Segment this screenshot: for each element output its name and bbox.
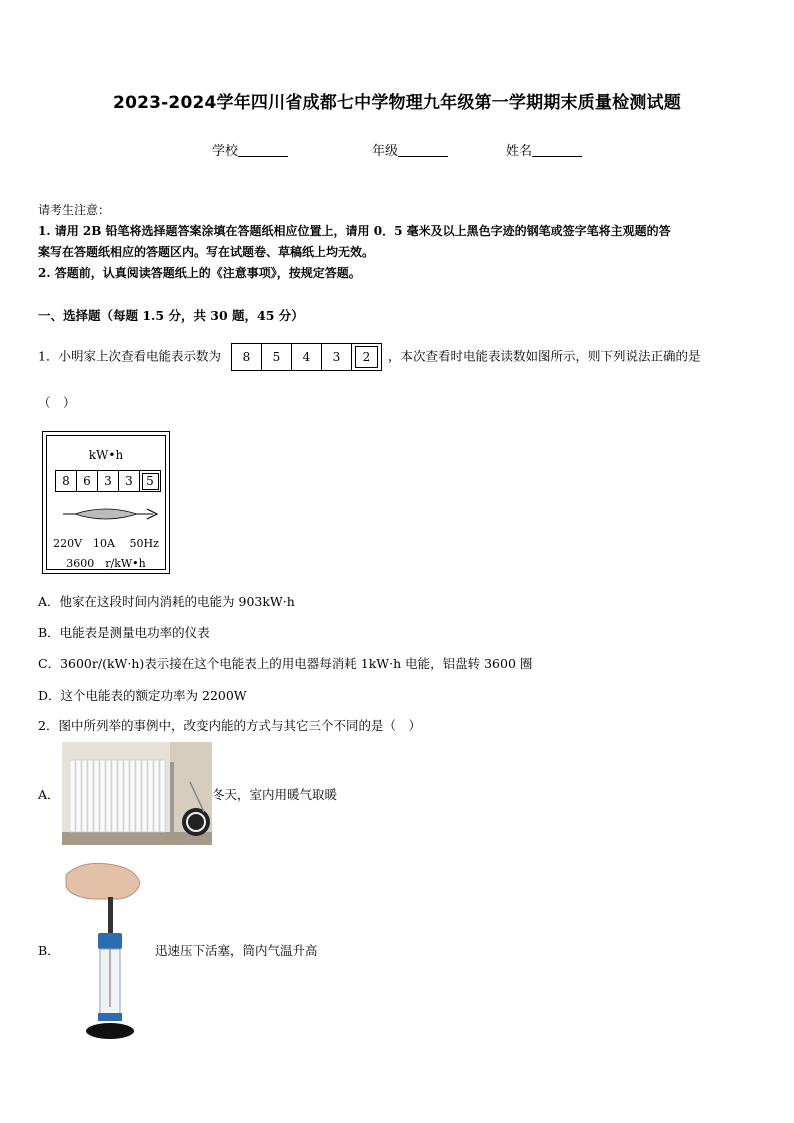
q1-option-b: B．电能表是测量电功率的仪表: [38, 625, 210, 640]
q1-suffix: ，本次查看时电能表读数如图所示，则下列说法正确的是: [387, 348, 701, 364]
meter-digit: 8: [56, 471, 77, 491]
name-blank: [532, 144, 582, 157]
q1-option-a: A．他家在这段时间内消耗的电能为 903kW·h: [38, 594, 295, 609]
q1-option-d: D．这个电能表的额定功率为 2200W: [38, 688, 247, 703]
meter-digit: 6: [77, 471, 98, 491]
digit-decimal: 2: [352, 344, 381, 370]
school-blank: [238, 144, 288, 157]
meter-revolutions: 3600 r/kW•h: [66, 557, 146, 570]
question-1-stem: [38, 343, 700, 371]
name-field: [506, 140, 582, 159]
school-field: [212, 140, 288, 159]
meter-spec: 220V 10A 50Hz: [53, 537, 159, 550]
notice-item: 案写在答题纸相应的答题区内。写在试题卷、草稿纸上均无效。: [38, 245, 375, 259]
q2-option-a-text: 冬天，室内用暖气取暖: [212, 787, 338, 802]
meter-disc-arrow-icon: [61, 502, 161, 526]
grade-field: [372, 140, 448, 159]
notice-item: 1. 请用 2B 铅笔将选择题答案涂填在答题纸相应位置上，请用 0．5 毫米及以上黑色字迹的钢笔或签字笔将主观题的答: [38, 224, 671, 238]
digit: 4: [292, 344, 322, 370]
meter-digit: 3: [98, 471, 119, 491]
meter-unit: kW•h: [88, 448, 124, 462]
notice-heading: 请考生注意：: [38, 203, 111, 217]
grade-blank: [398, 144, 448, 157]
notice-item: 2. 答题前，认真阅读答题纸上的《注意事项》，按规定答题。: [38, 266, 361, 280]
q1-prefix: 1．小明家上次查看电能表示数为: [38, 348, 221, 364]
q1-previous-reading: [231, 343, 382, 371]
school-label: 学校: [212, 144, 239, 159]
grade-label: 年级: [372, 144, 399, 159]
digit: 8: [232, 344, 262, 370]
q1-paren: （ ）: [38, 395, 76, 410]
q2-option-b-text: 迅速压下活塞，筒内气温升高: [155, 943, 318, 958]
meter-reading: [55, 470, 161, 492]
piston-pump-image: [62, 857, 152, 1042]
page-title: 2023-2024学年四川省成都七中学物理九年级第一学期期末质量检测试题: [113, 93, 681, 113]
q2-option-b-label: B．: [38, 943, 60, 958]
digit: 5: [262, 344, 292, 370]
energy-meter-figure: [42, 431, 170, 574]
q1-option-c: C．3600r/(kW·h)表示接在这个电能表上的用电器每消耗 1kW·h 电能，铝盘转 3600 圈: [38, 656, 533, 671]
radiator-image: [62, 742, 212, 845]
meter-digit-decimal: 5: [140, 471, 160, 491]
name-label: 姓名: [506, 144, 533, 159]
meter-digit: 3: [119, 471, 140, 491]
digit: 3: [322, 344, 352, 370]
notice-block: [38, 200, 763, 284]
question-2-stem: 2．图中所列举的事例中，改变内能的方式与其它三个不同的是（ ）: [38, 718, 421, 733]
section-heading: 一、选择题（每题 1.5 分，共 30 题，45 分）: [38, 308, 304, 323]
q2-option-a-label: A．: [38, 787, 60, 802]
